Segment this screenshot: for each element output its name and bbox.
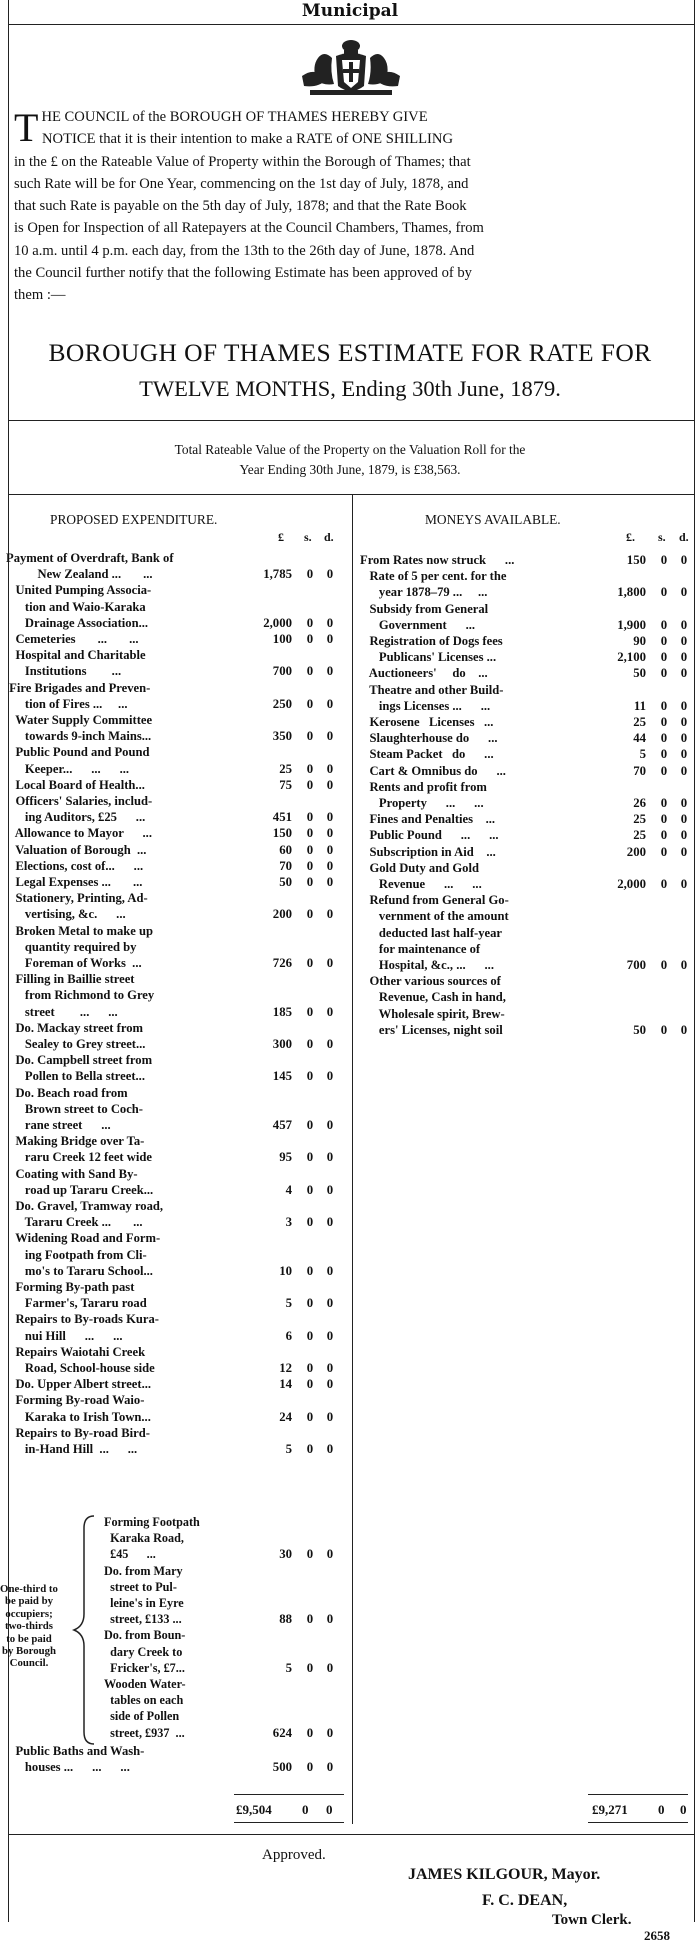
- amount-pounds: 24: [279, 1409, 292, 1424]
- table-row: [0, 1085, 700, 1134]
- amount-shillings: 0: [306, 1547, 314, 1562]
- amount-shillings: 0: [660, 747, 668, 762]
- amount-pence: 0: [326, 1409, 334, 1424]
- amount-shillings: 0: [660, 731, 668, 746]
- amount-shillings: 0: [306, 1441, 314, 1456]
- amount-pence: 0: [326, 1215, 334, 1230]
- amount-shillings: 0: [306, 1117, 314, 1132]
- notice-line: that such Rate is payable on the 5th day of July, 1878; and that the Rate Book: [14, 198, 467, 215]
- expenditure-pence-header: d.: [324, 530, 334, 544]
- table-row: [0, 1311, 700, 1343]
- amount-pounds: 150: [626, 553, 646, 567]
- amount-pence: 0: [680, 957, 688, 972]
- row-description: Wooden Water- tables on each side of Pollen street, £937 ...: [104, 1677, 186, 1740]
- moneys-heading: MONEYS AVAILABLE.: [425, 512, 561, 527]
- amount-pence: 0: [326, 1150, 334, 1165]
- table-top-rule: [8, 494, 694, 495]
- amount-pence: 0: [326, 1547, 334, 1562]
- amount-shillings: 0: [306, 1296, 314, 1311]
- amount-pence: 0: [326, 1036, 334, 1051]
- amount-shillings: 0: [660, 666, 668, 681]
- amount-pence: 0: [326, 664, 334, 679]
- moneys-sum-rule-bottom: [588, 1822, 688, 1823]
- amount-pence: 0: [326, 1069, 334, 1084]
- expenditure-total-s: 0: [302, 1802, 309, 1817]
- row-description: Cemeteries ... ...: [6, 632, 139, 646]
- amount-pounds: 90: [633, 634, 646, 648]
- amount-pounds: 4: [285, 1182, 292, 1197]
- amount-shillings: 0: [306, 826, 314, 841]
- notice-line: them :—: [14, 287, 66, 304]
- table-row: [0, 763, 700, 779]
- row-description: Allowance to Mayor ...: [6, 826, 152, 841]
- row-description: Forming By-road Waio- Karaka to Irish Town...: [15, 1393, 151, 1424]
- amount-pounds: 10: [279, 1263, 292, 1278]
- amount-pounds: 726: [272, 955, 292, 970]
- amount-shillings: 0: [306, 664, 314, 679]
- table-row: [0, 1344, 700, 1376]
- amount-shillings: 0: [306, 955, 314, 970]
- table-row: [0, 682, 700, 714]
- table-row: [0, 1198, 700, 1230]
- table-row: [0, 892, 700, 973]
- amount-pence: 0: [680, 876, 688, 891]
- amount-pounds: 14: [279, 1377, 292, 1392]
- moneys-pounds-header: £.: [626, 530, 635, 544]
- row-description: Valuation of Borough ...: [6, 842, 147, 857]
- amount-pence: 0: [326, 875, 334, 889]
- amount-pounds: 250: [272, 696, 292, 711]
- row-description: Cart & Omnibus do ...: [360, 763, 506, 778]
- amount-pounds: 70: [633, 763, 646, 778]
- expenditure-heading: PROPOSED EXPENDITURE.: [50, 512, 218, 527]
- row-description: Fines and Penalties ...: [360, 812, 496, 827]
- amount-shillings: 0: [660, 698, 668, 713]
- amount-pounds: 5: [285, 1441, 292, 1456]
- expenditure-pounds-header: £: [278, 530, 284, 544]
- table-row: [0, 1392, 700, 1424]
- amount-pounds: 1,800: [617, 585, 646, 600]
- amount-pounds: 75: [279, 777, 292, 792]
- amount-shillings: 0: [660, 715, 668, 729]
- table-row: [0, 1425, 700, 1457]
- row-description: Gold Duty and Gold Revenue ... ...: [369, 860, 482, 891]
- estimate-title: BOROUGH OF THAMES ESTIMATE FOR RATE FOR: [48, 338, 652, 367]
- amount-shillings: 0: [660, 876, 668, 891]
- amount-shillings: 0: [306, 1004, 314, 1019]
- amount-shillings: 0: [306, 1069, 314, 1084]
- amount-pence: 0: [326, 1182, 334, 1197]
- amount-pounds: 88: [279, 1612, 292, 1627]
- row-description: Forming Footpath Karaka Road, £45 ...: [104, 1515, 200, 1562]
- amount-pounds: 500: [272, 1759, 292, 1774]
- amount-pence: 0: [326, 615, 334, 630]
- amount-shillings: 0: [660, 1022, 668, 1037]
- amount-pence: 0: [680, 553, 688, 567]
- amount-pence: 0: [326, 826, 334, 841]
- expenditure-total: £9,504: [236, 1802, 272, 1817]
- amount-shillings: 0: [306, 1612, 314, 1627]
- amount-pounds: 50: [633, 666, 646, 681]
- mayor-signature: JAMES KILGOUR, Mayor.: [408, 1866, 601, 1883]
- amount-pence: 0: [326, 1759, 334, 1774]
- amount-shillings: 0: [306, 1328, 314, 1343]
- row-description: Publicans' Licenses ...: [360, 650, 497, 665]
- moneys-total-s: 0: [658, 1802, 665, 1817]
- amount-shillings: 0: [306, 696, 314, 711]
- notice-line: the Council further notify that the following Estimate has been approved of by: [14, 265, 472, 282]
- table-row: [0, 568, 700, 600]
- amount-shillings: 0: [660, 812, 668, 827]
- amount-pence: 0: [326, 696, 334, 711]
- row-description: Auctioneers' do ...: [360, 666, 488, 681]
- amount-shillings: 0: [306, 1377, 314, 1392]
- table-bottom-rule: [8, 1834, 694, 1835]
- row-description: Refund from General Go- vernment of the amount deducted last half-year for maintenance of Hospital, &c., ... ...: [369, 893, 509, 972]
- amount-pounds: 700: [272, 664, 292, 679]
- amount-pounds: 70: [279, 858, 292, 873]
- amount-pounds: 3: [285, 1215, 292, 1230]
- row-description: Registration of Dogs fees: [360, 634, 503, 648]
- amount-shillings: 0: [306, 1215, 314, 1230]
- amount-pounds: 2,000: [263, 615, 292, 630]
- amount-pounds: 451: [272, 810, 292, 825]
- amount-pounds: 50: [279, 875, 292, 889]
- amount-pounds: 6: [285, 1328, 292, 1343]
- table-row: [0, 1676, 700, 1741]
- amount-pence: 0: [680, 731, 688, 746]
- amount-pounds: 5: [285, 1660, 292, 1675]
- amount-pounds: 25: [633, 715, 646, 729]
- amount-pence: 0: [326, 907, 334, 922]
- expenditure-total-d: 0: [326, 1802, 333, 1817]
- amount-pounds: 145: [272, 1069, 292, 1084]
- amount-shillings: 0: [306, 842, 314, 857]
- notice-line: such Rate will be for One Year, commencing on the 1st day of July, 1878, and: [14, 175, 469, 192]
- amount-shillings: 0: [306, 1182, 314, 1197]
- amount-pounds: 12: [279, 1360, 292, 1375]
- amount-pounds: 100: [272, 632, 292, 646]
- amount-pounds: 457: [272, 1117, 292, 1132]
- amount-shillings: 0: [306, 858, 314, 873]
- amount-shillings: 0: [306, 615, 314, 630]
- amount-pence: 0: [326, 1360, 334, 1375]
- notice-line: 10 a.m. until 4 p.m. each day, from the 13th to the 26th day of June, 1878. And: [14, 242, 475, 259]
- amount-shillings: 0: [660, 828, 668, 843]
- amount-shillings: 0: [306, 907, 314, 922]
- amount-pence: 0: [680, 763, 688, 778]
- amount-shillings: 0: [306, 761, 314, 776]
- table-row: [0, 973, 700, 1038]
- amount-shillings: 0: [306, 777, 314, 792]
- clerk-name: F. C. DEAN,: [482, 1892, 568, 1909]
- amount-pounds: 185: [272, 1004, 292, 1019]
- amount-pence: 0: [680, 634, 688, 648]
- amount-pence: 0: [326, 1725, 334, 1740]
- table-row: [0, 746, 700, 762]
- amount-pence: 0: [680, 650, 688, 665]
- row-description: Public Baths and Wash- houses ... ... ...: [15, 1743, 145, 1774]
- brace-note: One-third to be paid by occupiers; two-thirds to be paid by Borough Council.: [0, 1583, 58, 1670]
- row-description: Other various sources of Revenue, Cash in hand, Wholesale spirit, Brew- ers' Licenses, night soil: [369, 974, 506, 1037]
- amount-pounds: 200: [626, 844, 646, 859]
- amount-pounds: 44: [633, 731, 646, 746]
- moneys-pence-header: d.: [679, 530, 689, 544]
- amount-pounds: 30: [279, 1547, 292, 1562]
- row-description: Do. Gravel, Tramway road, Tararu Creek ... ...: [15, 1199, 164, 1230]
- table-row: [0, 844, 700, 860]
- row-description: Repairs to By-road Bird- in-Hand Hill ... ...: [15, 1425, 150, 1456]
- moneys-total-d: 0: [680, 1802, 687, 1817]
- row-description: Theatre and other Build- ings Licenses ... ...: [369, 682, 504, 713]
- amount-shillings: 0: [660, 553, 668, 567]
- table-row: [0, 649, 700, 665]
- amount-pence: 0: [326, 955, 334, 970]
- title-rule: [8, 420, 694, 421]
- row-description: Hospital and Charitable Institutions ...: [15, 648, 146, 679]
- row-description: From Rates now struck ...: [360, 553, 515, 567]
- table-row: [0, 601, 700, 633]
- amount-pence: 0: [680, 844, 688, 859]
- row-description: Water Supply Committee towards 9-inch Mains...: [15, 713, 153, 744]
- table-row: [0, 1052, 700, 1084]
- amount-shillings: 0: [660, 634, 668, 648]
- amount-pence: 0: [680, 666, 688, 681]
- row-description: Do. Beach road from Brown street to Coch- rane street ...: [15, 1085, 143, 1132]
- amount-shillings: 0: [306, 1360, 314, 1375]
- table-row: [0, 1514, 700, 1563]
- amount-shillings: 0: [306, 1759, 314, 1774]
- amount-pence: 0: [326, 1660, 334, 1675]
- row-description: Slaughterhouse do ...: [360, 731, 498, 746]
- amount-pence: 0: [326, 1117, 334, 1132]
- amount-pence: 0: [326, 729, 334, 744]
- row-description: United Pumping Associa- tion and Waio-Karaka Drainage Association...: [15, 583, 152, 630]
- amount-shillings: 0: [306, 632, 314, 646]
- section-heading: Municipal: [301, 1, 399, 21]
- table-row: [0, 1627, 700, 1676]
- table-row: [0, 1743, 700, 1775]
- row-description: Officers' Salaries, includ- ing Auditors, £25 ...: [15, 794, 153, 825]
- amount-pence: 0: [326, 777, 334, 792]
- notice-line: NOTICE that it is their intention to make a RATE of ONE SHILLING: [42, 131, 453, 148]
- amount-pounds: 25: [633, 812, 646, 827]
- amount-shillings: 0: [660, 650, 668, 665]
- row-description: Payment of Overdraft, Bank of New Zealand ... ...: [6, 551, 174, 582]
- amount-pounds: 624: [272, 1725, 292, 1740]
- approved-label: Approved.: [262, 1847, 326, 1863]
- amount-pence: 0: [680, 585, 688, 600]
- row-description: Repairs to By-roads Kura- nui Hill ... ...: [15, 1312, 159, 1343]
- moneys-total: £9,271: [592, 1802, 628, 1817]
- expenditure-shillings-header: s.: [304, 530, 312, 544]
- reference-number: 2658: [644, 1928, 670, 1943]
- table-row: [0, 860, 700, 892]
- row-description: Do. Mackay street from Sealey to Grey street...: [15, 1020, 146, 1051]
- table-row: [0, 665, 700, 681]
- amount-shillings: 0: [306, 1150, 314, 1165]
- row-description: Subsidy from General Government ...: [369, 601, 489, 632]
- amount-pounds: 25: [633, 828, 646, 843]
- amount-pounds: 300: [272, 1036, 292, 1051]
- amount-pounds: 5: [639, 747, 646, 762]
- amount-shillings: 0: [306, 1409, 314, 1424]
- amount-pounds: 700: [626, 957, 646, 972]
- amount-pence: 0: [680, 715, 688, 729]
- amount-pence: 0: [326, 567, 334, 582]
- amount-pounds: 1,785: [263, 567, 292, 582]
- amount-shillings: 0: [660, 585, 668, 600]
- amount-pence: 0: [326, 1612, 334, 1627]
- amount-pence: 0: [680, 828, 688, 843]
- table-row: [0, 633, 700, 649]
- row-description: Do. Upper Albert street...: [6, 1377, 152, 1392]
- table-row: [0, 1133, 700, 1165]
- total-rateable-line2: Year Ending 30th June, 1879, is £38,563.: [239, 462, 461, 477]
- drop-cap: T: [14, 105, 39, 150]
- expenditure-sum-rule-bottom: [234, 1822, 344, 1823]
- amount-pounds: 150: [272, 826, 292, 841]
- table-row: [0, 779, 700, 811]
- amount-pounds: 95: [279, 1150, 292, 1165]
- amount-shillings: 0: [306, 875, 314, 889]
- row-description: Kerosene Licenses ...: [360, 715, 494, 729]
- amount-pence: 0: [680, 1022, 688, 1037]
- amount-shillings: 0: [306, 810, 314, 825]
- row-description: Broken Metal to make up quantity required by Foreman of Works ...: [15, 923, 154, 970]
- clerk-title: Town Clerk.: [552, 1912, 632, 1928]
- total-rateable-line1: Total Rateable Value of the Property on the Valuation Roll for the: [174, 442, 526, 457]
- amount-shillings: 0: [306, 567, 314, 582]
- amount-shillings: 0: [660, 795, 668, 810]
- table-row: [0, 1376, 700, 1392]
- amount-pounds: 2,100: [617, 650, 646, 665]
- row-description: Do. from Boun- dary Creek to Fricker's, £7...: [104, 1628, 186, 1675]
- row-description: Subscription in Aid ...: [360, 844, 496, 859]
- amount-pounds: 25: [279, 761, 292, 776]
- table-row: [0, 827, 700, 843]
- row-description: Steam Packet do ...: [360, 747, 494, 762]
- amount-pence: 0: [680, 698, 688, 713]
- row-description: Stationery, Printing, Ad- vertising, &c. ...: [15, 891, 148, 922]
- amount-pence: 0: [680, 747, 688, 762]
- amount-pence: 0: [326, 1328, 334, 1343]
- row-description: Forming By-path past Farmer's, Tararu road: [15, 1280, 147, 1311]
- amount-shillings: 0: [660, 844, 668, 859]
- row-description: Filling in Baillie street from Richmond to Grey street ... ...: [15, 972, 155, 1019]
- amount-pounds: 350: [272, 729, 292, 744]
- row-description: Public Pound ... ...: [360, 828, 499, 843]
- amount-pence: 0: [680, 795, 688, 810]
- row-description: Rate of 5 per cent. for the year 1878–79 ... ...: [369, 569, 507, 600]
- table-row: [0, 714, 700, 730]
- row-description: Local Board of Health...: [6, 777, 145, 792]
- amount-shillings: 0: [306, 1263, 314, 1278]
- amount-shillings: 0: [306, 729, 314, 744]
- row-description: Elections, cost of... ...: [6, 858, 144, 873]
- amount-pence: 0: [326, 1377, 334, 1392]
- top-rule: [8, 24, 694, 25]
- row-description: Public Pound and Pound Keeper... ... ...: [15, 745, 150, 776]
- amount-pounds: 5: [285, 1296, 292, 1311]
- row-description: Making Bridge over Ta- raru Creek 12 feet wide: [15, 1134, 152, 1165]
- rate-notice: [14, 106, 694, 307]
- amount-pence: 0: [326, 1441, 334, 1456]
- amount-pence: 0: [326, 810, 334, 825]
- coat-of-arms-icon: [296, 36, 406, 100]
- moneys-sum-rule: [588, 1794, 688, 1795]
- moneys-shillings-header: s.: [658, 530, 666, 544]
- amount-shillings: 0: [306, 1660, 314, 1675]
- amount-shillings: 0: [306, 1725, 314, 1740]
- amount-shillings: 0: [306, 1036, 314, 1051]
- amount-pence: 0: [326, 858, 334, 873]
- table-row: [0, 552, 700, 568]
- row-description: Coating with Sand By- road up Tararu Creek...: [15, 1166, 154, 1197]
- row-description: Rents and profit from Property ... ...: [369, 779, 487, 810]
- row-description: Fire Brigades and Preven- tion of Fires ... ...: [9, 680, 151, 711]
- amount-pence: 0: [326, 1296, 334, 1311]
- row-description: Do. from Mary street to Pul- leine's in Eyre street, £133 ...: [104, 1563, 184, 1627]
- table-row: [0, 1279, 700, 1311]
- amount-pounds: 11: [633, 698, 646, 713]
- amount-pence: 0: [326, 632, 334, 646]
- expenditure-sum-rule: [234, 1794, 344, 1795]
- row-description: Legal Expenses ... ...: [6, 875, 143, 889]
- notice-line: THE COUNCIL of the BOROUGH OF THAMES HEREBY GIVE: [14, 105, 428, 150]
- estimate-subtitle: TWELVE MONTHS, Ending 30th June, 1879.: [139, 376, 561, 401]
- row-description: Widening Road and Form- ing Footpath from Cli- mo's to Tararu School...: [15, 1231, 161, 1278]
- amount-pounds: 50: [633, 1022, 646, 1037]
- table-row: [0, 1166, 700, 1198]
- table-row: [0, 1230, 700, 1279]
- notice-line: in the £ on the Rateable Value of Property within the Borough of Thames; that: [14, 153, 471, 170]
- amount-shillings: 0: [660, 763, 668, 778]
- row-description: Do. Campbell street from Pollen to Bella street...: [15, 1053, 153, 1084]
- amount-pounds: 1,900: [617, 617, 646, 632]
- amount-pounds: 60: [279, 842, 292, 857]
- amount-pounds: 26: [633, 795, 646, 810]
- table-row: [0, 730, 700, 746]
- amount-pence: 0: [326, 1004, 334, 1019]
- notice-line: is Open for Inspection of all Ratepayers at the Council Chambers, Thames, from: [14, 220, 484, 237]
- amount-pence: 0: [326, 761, 334, 776]
- table-row: [0, 1563, 700, 1628]
- amount-shillings: 0: [660, 617, 668, 632]
- amount-pence: 0: [680, 617, 688, 632]
- amount-pounds: 200: [272, 907, 292, 922]
- amount-pence: 0: [326, 842, 334, 857]
- amount-pounds: 2,000: [617, 876, 646, 891]
- amount-pence: 0: [326, 1263, 334, 1278]
- amount-pence: 0: [680, 812, 688, 827]
- amount-shillings: 0: [660, 957, 668, 972]
- table-row: [0, 811, 700, 827]
- row-description: Repairs Waiotahi Creek Road, School-house side: [15, 1344, 155, 1375]
